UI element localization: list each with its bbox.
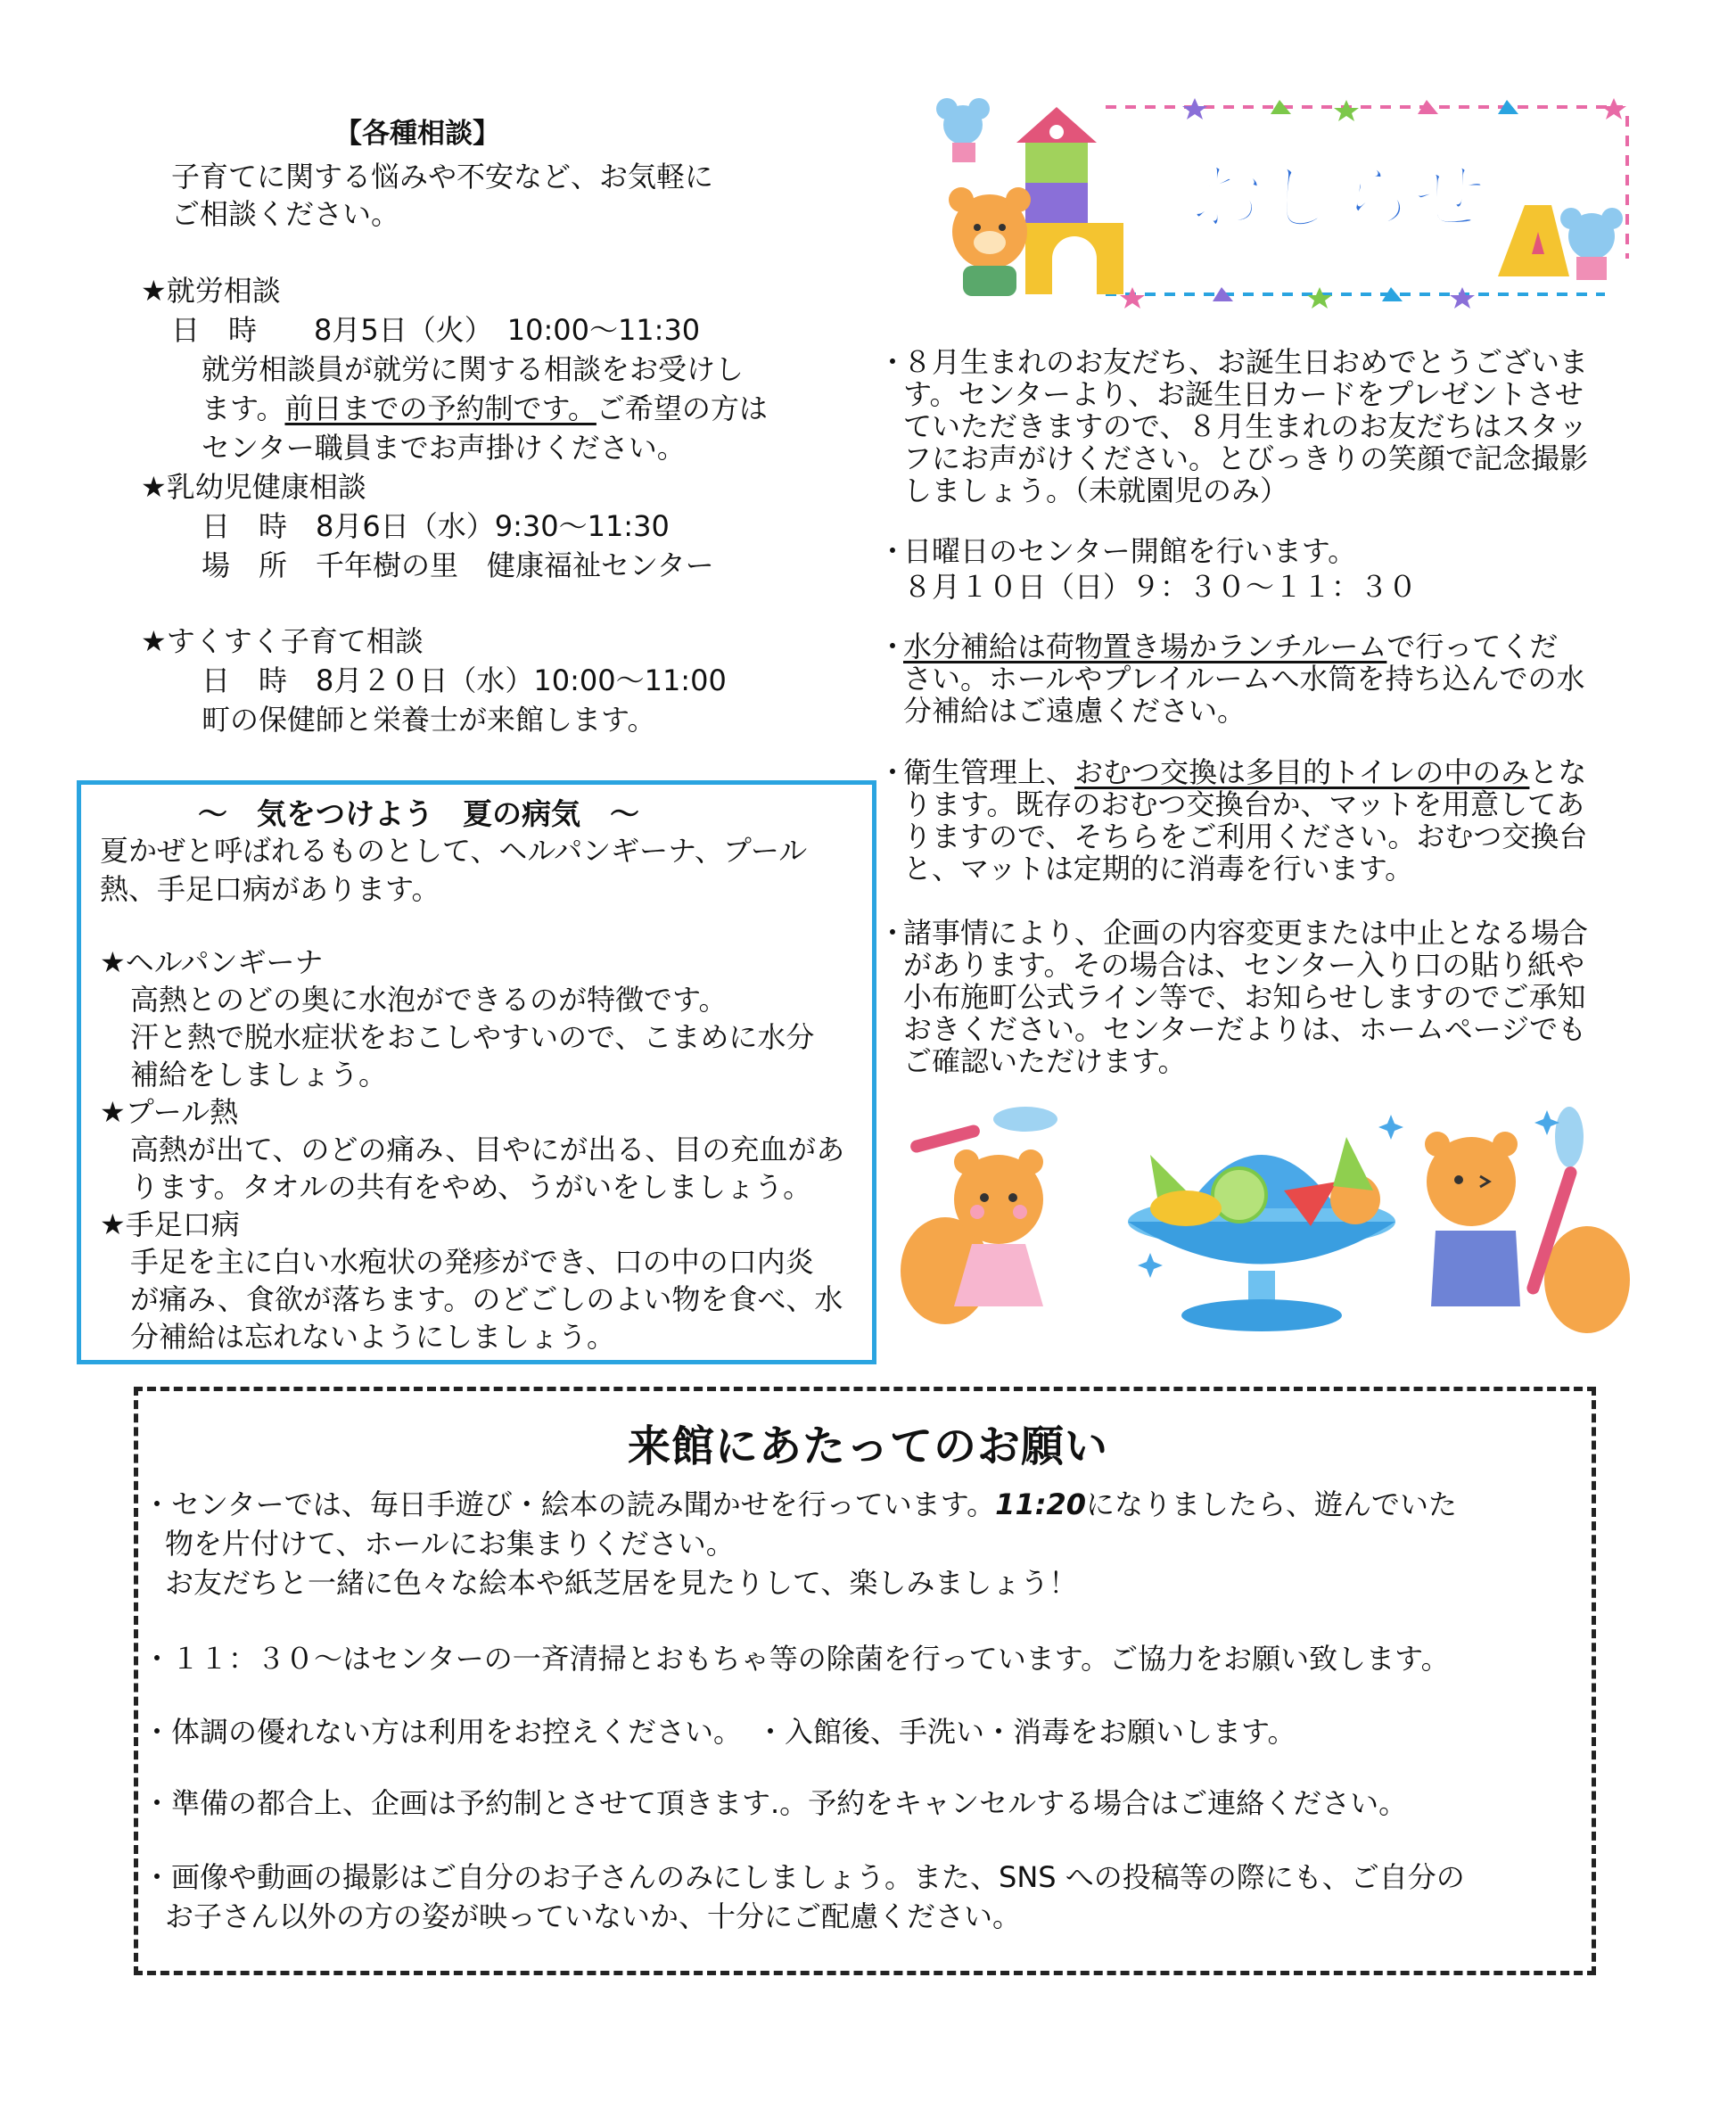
notice-hydration-place: 水分補給は荷物置き場かランチルーム: [903, 630, 1387, 663]
pool-fever-line-2: ります。タオルの共有をやめ、うがいをしましょう。: [130, 1170, 812, 1204]
hfmd-line-2: が痛み、食欲が落ちます。のどごしのよい物を食べ、水: [130, 1282, 843, 1316]
notice-birthday-line: フにお声がけください。とびっきりの笑顔で記念撮影: [903, 441, 1589, 475]
notice-changes-line: ご確認いただけます。: [903, 1044, 1187, 1078]
notice-birthday-line: しましょう。（未就園児のみ）: [903, 474, 1289, 507]
hfmd-line-3: 分補給は忘れないようにしましょう。: [130, 1320, 616, 1354]
herpangina-line-1: 高熱とのどの奥に水泡ができるのが特徴です。: [130, 983, 728, 1017]
notice-diaper-line: ります。既存のおむつ交換台か、マットを用意してあ: [903, 787, 1585, 821]
notice-hydration-line: [903, 630, 1643, 663]
notice-changes-line: 小布施町公式ライン等で、お知らせしますのでご承知: [903, 980, 1586, 1014]
request-1-time: 11:20: [995, 1487, 1087, 1521]
notice-birthday-line: す。センターより、お誕生日カードをプレゼントさせ: [903, 377, 1584, 411]
employment-desc-2: [202, 389, 768, 428]
request-item-2: ・１１：３０～はセンターの一斉清掃とおもちゃ等の除菌を行っています。ご協力をお願い致します。: [143, 1642, 1450, 1676]
notice-diaper-line: りますので、そちらをご利用ください。おむつ交換台: [903, 820, 1588, 853]
infant-datetime: 日 時 8月6日（水）9:30～11:30: [202, 509, 670, 543]
star-icon: [1334, 100, 1359, 121]
notice-diaper-rest: とな: [1529, 755, 1587, 789]
visitor-requests-title: 来館にあたってのお願い: [627, 1421, 1108, 1471]
summer-intro-2: 熱、手足口病があります。: [100, 872, 440, 906]
hfmd-line-1: 手足を主に白い水疱状の発疹ができ、口の中の口内炎: [130, 1245, 814, 1279]
consultation-intro-2: ご相談ください。: [171, 197, 400, 231]
request-item-3: ・体調の優れない方は利用をお控えください。 ・入館後、手洗い・消毒をお願いします。: [143, 1715, 1296, 1749]
consultation-intro-1: 子育てに関する悩みや不安など、お気軽に: [171, 160, 714, 194]
sparkle-icon: [1138, 1253, 1163, 1278]
notice-diaper-a: 衛生管理上、: [903, 755, 1075, 789]
notice-changes-line: があります。その場合は、センター入り口の貼り紙や: [903, 948, 1585, 982]
request-item-1-line-2: 物を片付けて、ホールにお集まりください。: [165, 1527, 735, 1561]
notice-hydration-line: さい。ホールやプレイルームへ水筒を持ち込んでの水: [903, 662, 1585, 696]
herpangina-line-2: 汗と熱で脱水症状をおこしやすいので、こまめに水分: [130, 1020, 815, 1054]
notice-hydration-rest: で行ってくだ: [1386, 630, 1559, 663]
notice-diaper-line: [903, 756, 1643, 788]
notice-changes-line: おきください。センターだよりは、ホームページでも: [903, 1012, 1587, 1046]
bullet: ・: [878, 755, 908, 789]
employment-reservation-note: 前日までの予約制です。: [284, 391, 596, 425]
star-icon: [1307, 287, 1332, 309]
employment-desc-3: センター職員までお声掛けください。: [202, 431, 686, 465]
notice-diaper-place: おむつ交換は多目的トイレの中のみ: [1074, 755, 1530, 789]
notice-changes-line: 諸事情により、企画の内容変更または中止となる場合: [903, 916, 1589, 950]
summer-illness-title: ～ 気をつけよう 夏の病気 ～: [198, 796, 639, 831]
notice-diaper-line: と、マットは定期的に消毒を行います。: [903, 852, 1414, 886]
parenting-heading: ★すくすく子育て相談: [141, 624, 424, 658]
bullet: ・: [878, 630, 908, 663]
pool-fever-line-1: 高熱が出て、のどの痛み、目やにが出る、目の充血があ: [130, 1133, 845, 1166]
bullet: ・: [878, 916, 908, 950]
notice-hydration-line: 分補給はご遠慮ください。: [903, 694, 1246, 728]
request-1a: ・センターでは、毎日手遊び・絵本の読み聞かせを行っています。: [143, 1487, 996, 1521]
infant-place: 場 所 千年樹の里 健康福祉センター: [202, 548, 714, 582]
request-item-4: ・準備の都合上、企画は予約制とさせて頂きます.。予約をキャンセルする場合はご連絡ください。: [143, 1786, 1408, 1820]
pool-fever-heading: ★プール熱: [100, 1095, 239, 1129]
infant-heading: ★乳幼児健康相談: [141, 470, 366, 504]
request-item-1: [143, 1485, 1457, 1524]
star-icon: [1601, 98, 1626, 119]
request-item-1-line-3: お友だちと一緒に色々な絵本や紙芝居を見たりして、楽しみましょう！: [165, 1566, 1078, 1600]
employment-datetime: 日 時 8月5日（火） 10:00～11:30: [171, 313, 701, 347]
star-icon: [1120, 287, 1145, 309]
bullet: ・: [878, 345, 908, 379]
bullet: ・: [878, 534, 908, 568]
herpangina-heading: ★ヘルパンギーナ: [100, 945, 324, 979]
star-icon: [1450, 287, 1475, 309]
notice-title: おしらせ: [1189, 153, 1486, 241]
notice-birthday-line: ていただきますので、８月生まれのお友だちはスタッ: [903, 409, 1588, 443]
notice-header-illustration: [927, 89, 1641, 321]
sparkle-icon: [1378, 1115, 1403, 1140]
employment-desc-2a: ます。: [202, 391, 285, 425]
notice-birthday-line: ８月生まれのお友だち、お誕生日おめでとうございま: [903, 345, 1589, 379]
request-1c: になりましたら、遊んでいた: [1086, 1487, 1458, 1521]
shaved-ice-illustration: [892, 1101, 1632, 1347]
employment-heading: ★就労相談: [141, 274, 281, 308]
star-icon: [1182, 98, 1207, 119]
employment-desc-1: 就労相談員が就労に関する相談をお受けし: [202, 352, 745, 386]
parenting-datetime: 日 時 8月２０日（水）10:00～11:00: [202, 663, 727, 697]
herpangina-line-3: 補給をしましょう。: [130, 1058, 388, 1092]
notice-sunday-line: 日曜日のセンター開館を行います。: [903, 534, 1357, 568]
request-item-5-line-2: お子さん以外の方の姿が映っていないか、十分にご配慮ください。: [165, 1899, 1022, 1933]
consultation-title: 【各種相談】: [334, 118, 500, 150]
request-item-5: ・画像や動画の撮影はご自分のお子さんのみにしましょう。また、SNS への投稿等の際にも、ご自分の: [143, 1860, 1465, 1894]
notice-sunday-line: ８月１０日（日）９：３０～１１：３０: [903, 570, 1418, 604]
employment-desc-2c: ご希望の方は: [596, 391, 768, 425]
summer-intro-1: 夏かぜと呼ばれるものとして、ヘルパンギーナ、プール: [100, 834, 808, 868]
parenting-desc: 町の保健師と栄養士が来館します。: [202, 703, 656, 737]
hfmd-heading: ★手足口病: [100, 1207, 240, 1241]
